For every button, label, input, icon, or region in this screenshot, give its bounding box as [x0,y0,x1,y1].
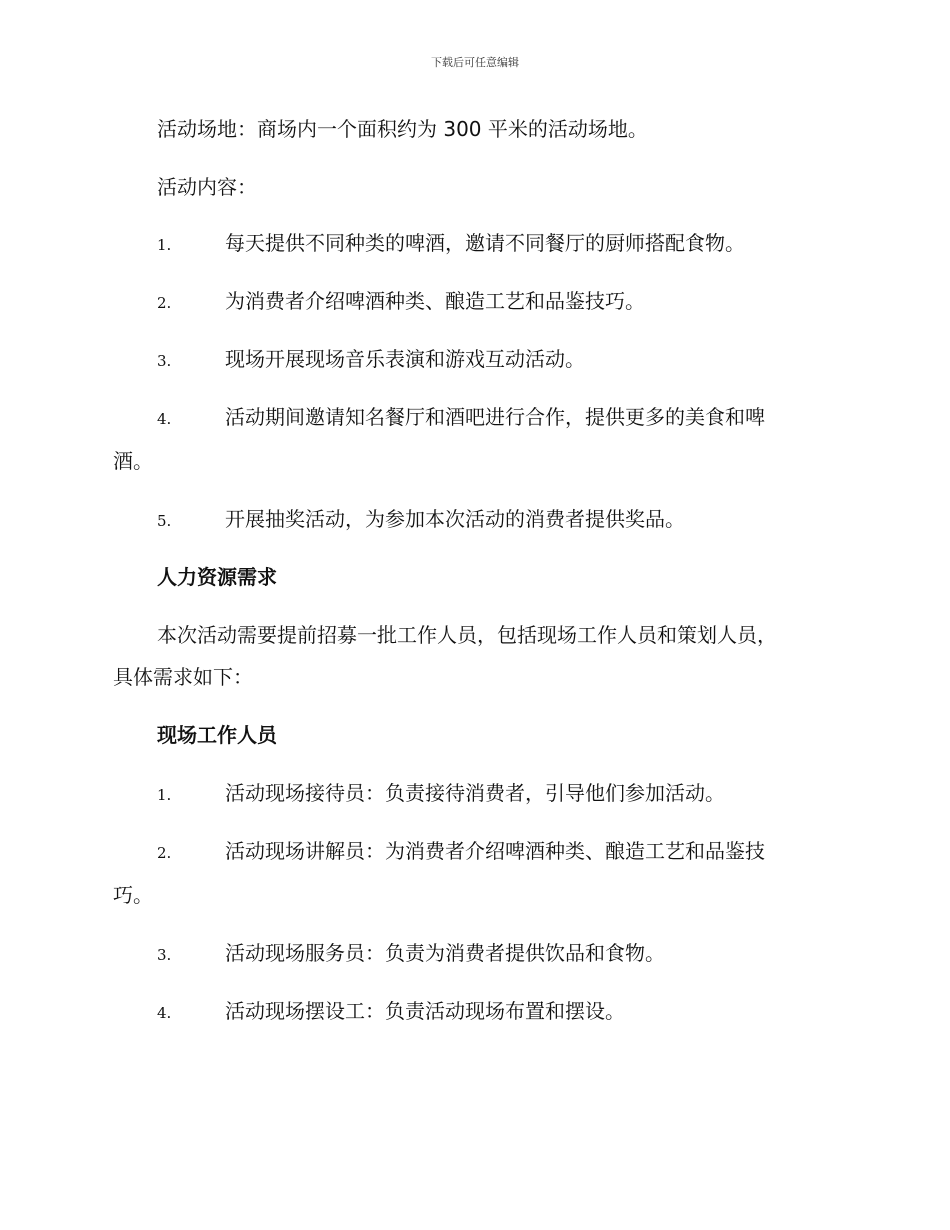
section-heading-hr: 人力资源需求 [157,565,277,589]
list-item-number: 5. [157,512,172,530]
list-item-number: 4. [157,410,172,428]
list-item: 活动期间邀请知名餐厅和酒吧进行合作，提供更多的美食和啤 [225,405,765,429]
list-item: 开展抽奖活动，为参加本次活动的消费者提供奖品。 [225,507,685,531]
list-item: 现场开展现场音乐表演和游戏互动活动。 [225,347,585,371]
list-item: 活动现场服务员：负责为消费者提供饮品和食物。 [225,941,665,965]
list-item-number: 1. [157,786,172,804]
list-item: 活动现场讲解员：为消费者介绍啤酒种类、酿造工艺和品鉴技 [225,839,765,863]
list-item-number: 1. [157,236,172,254]
list-item-number: 4. [157,1004,172,1022]
list-item-continuation: 巧。 [113,883,153,907]
list-item-number: 3. [157,946,172,964]
venue-paragraph: 活动场地：商场内一个面积约为 300 平米的活动场地。 [157,117,648,141]
list-item: 活动现场摆设工：负责活动现场布置和摆设。 [225,999,625,1023]
section-heading-staff: 现场工作人员 [157,723,277,747]
list-item: 活动现场接待员：负责接待消费者，引导他们参加活动。 [225,781,725,805]
hr-intro-continuation: 具体需求如下： [113,665,253,689]
list-item-number: 2. [157,294,172,312]
page-header: 下载后可任意编辑 [431,56,519,69]
list-item: 为消费者介绍啤酒种类、酿造工艺和品鉴技巧。 [225,289,645,313]
list-item-number: 2. [157,844,172,862]
list-item: 每天提供不同种类的啤酒，邀请不同餐厅的厨师搭配食物。 [225,231,745,255]
content-label: 活动内容： [157,175,257,199]
list-item-continuation: 酒。 [113,449,153,473]
hr-intro-paragraph: 本次活动需要提前招募一批工作人员，包括现场工作人员和策划人员， [157,623,777,647]
list-item-number: 3. [157,352,172,370]
